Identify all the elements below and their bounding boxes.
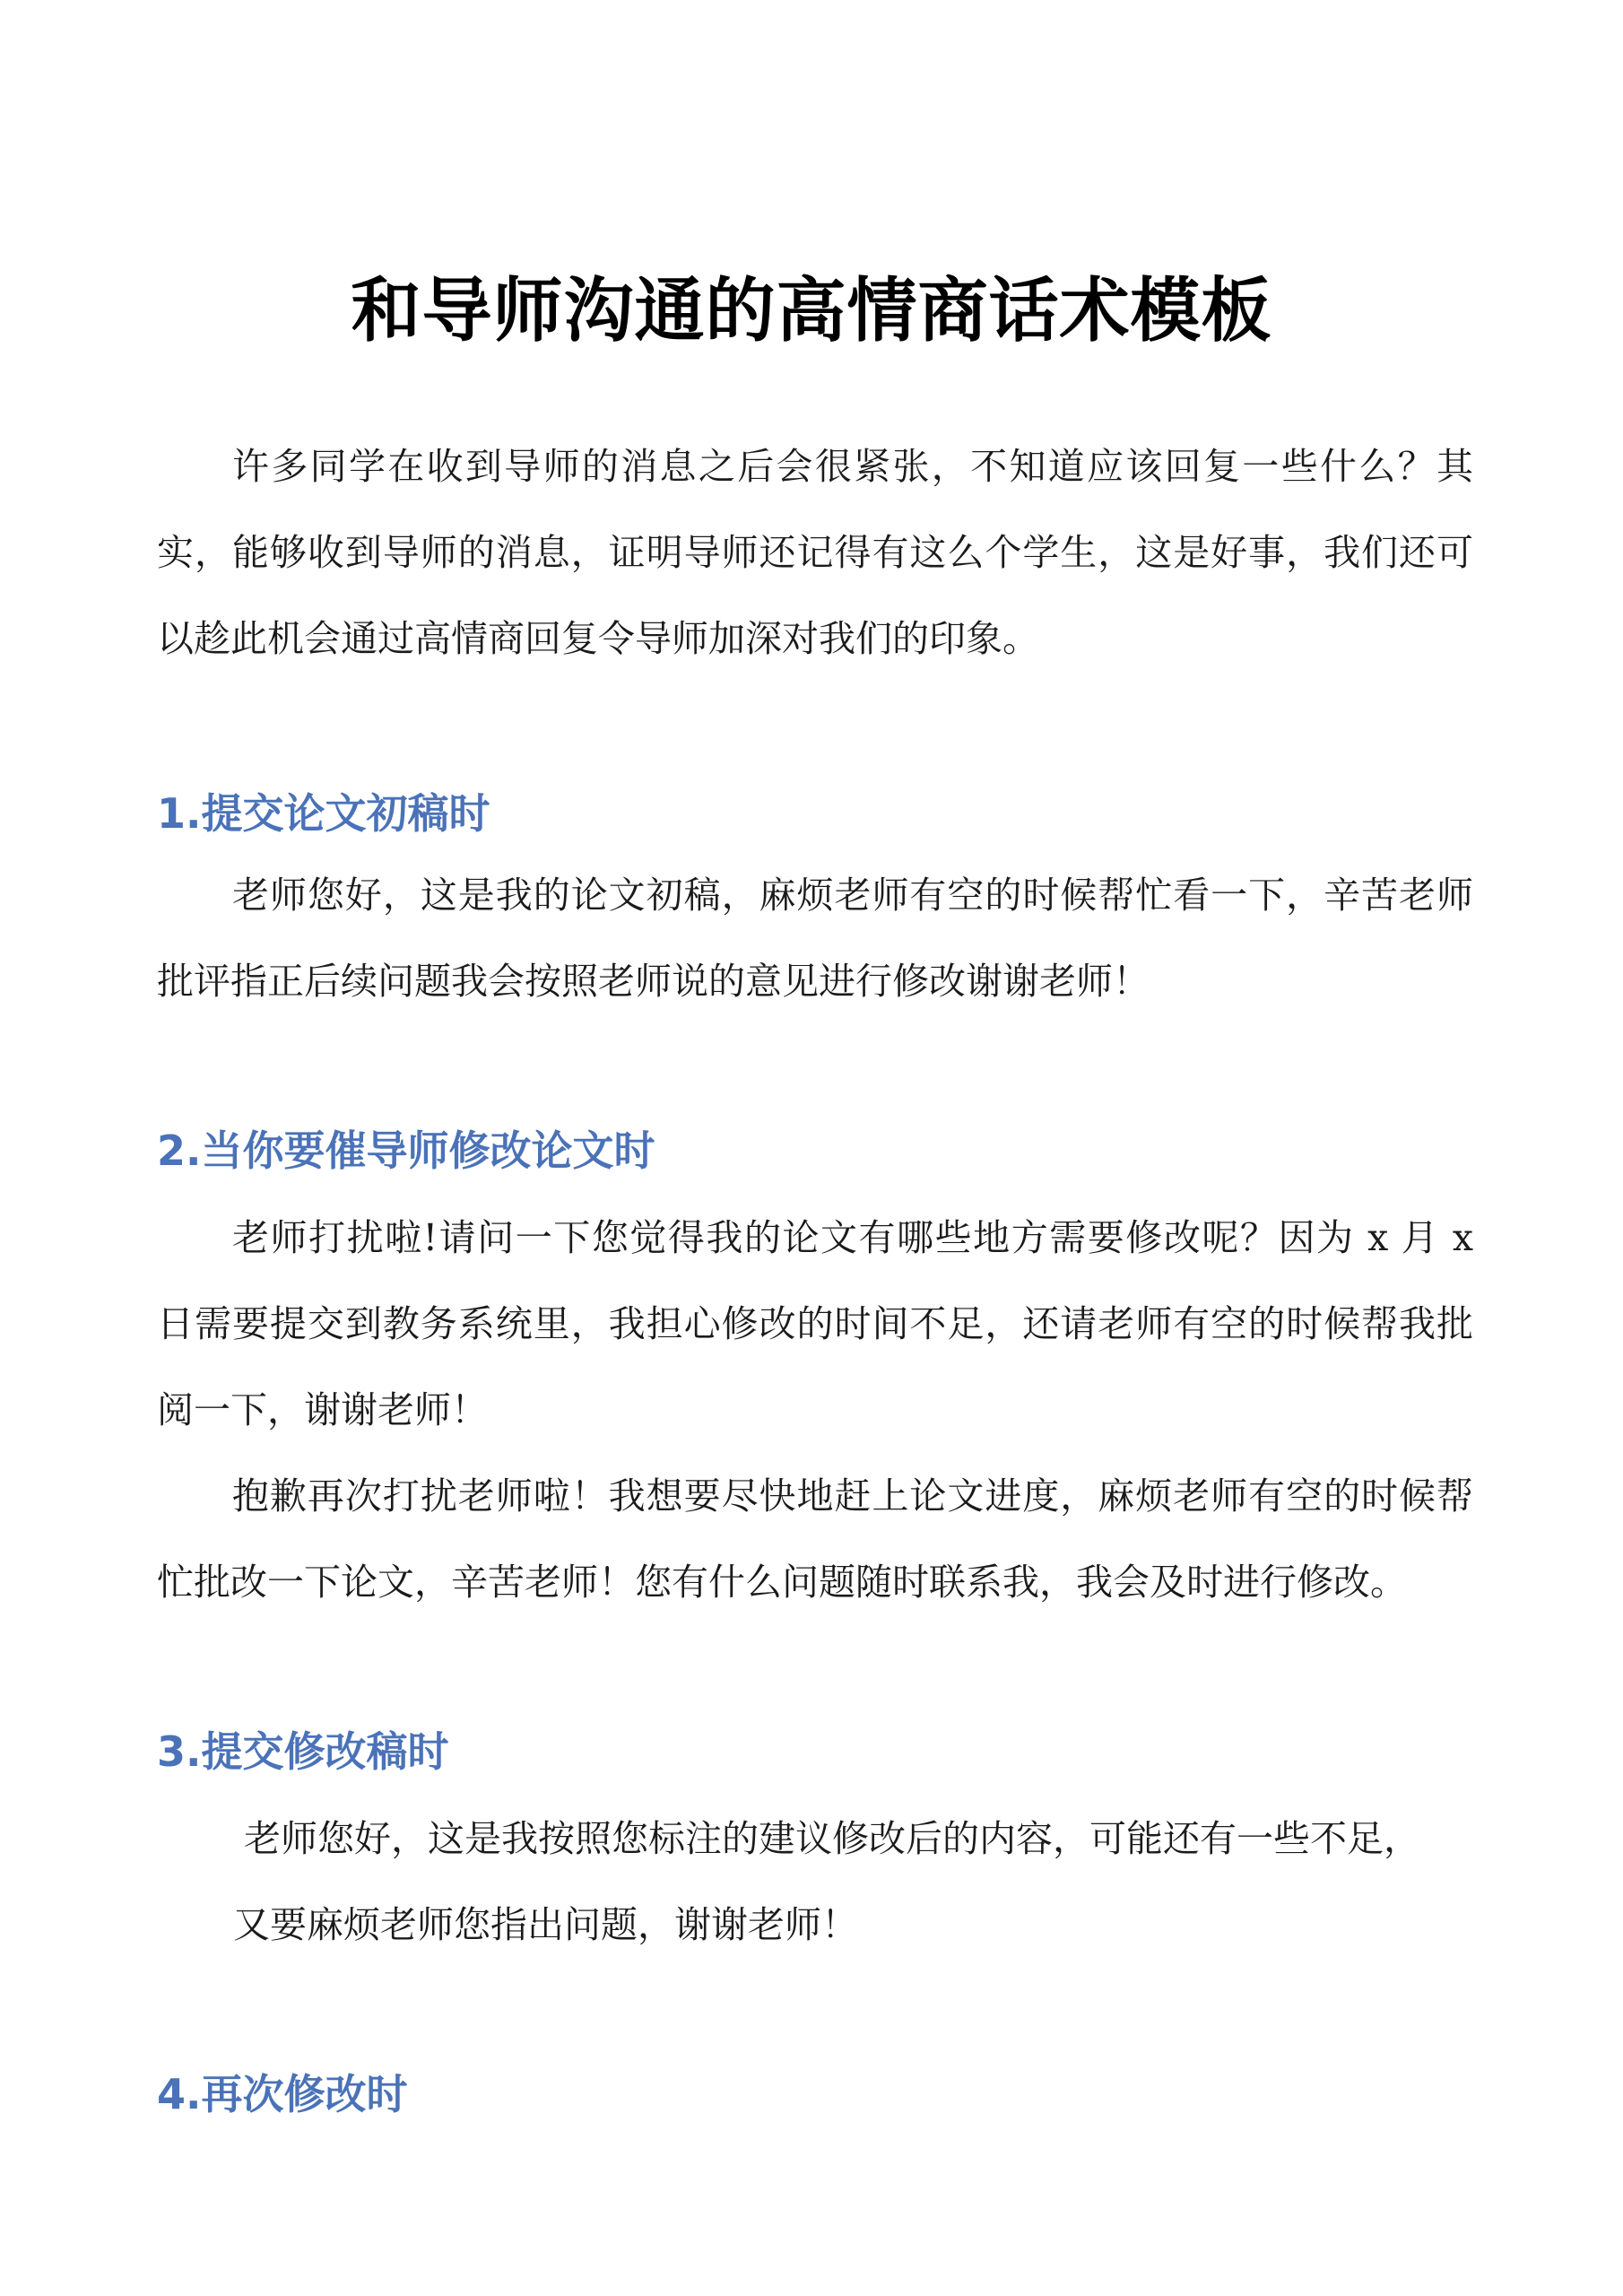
document-title: 和导师沟通的高情商话术模板	[351, 271, 1272, 352]
section-3-paragraph-1: 老师您好，这是我按照您标注的建议修改后的内容，可能还有一些不足，	[244, 1817, 1420, 1860]
section-number-4: 4.	[157, 2070, 202, 2118]
section-heading-3	[157, 1720, 448, 1783]
intro-paragraph: 许多同学在收到导师的消息之后会很紧张，不知道应该回复一些什么？其实，能够收到导师的消息，证明导师还记得有这么个学生，这是好事，我们还可以趁此机会通过高情商回复令导师加深对我们的印象。	[157, 445, 1473, 660]
section-3-paragraph-2: 又要麻烦老师您指出问题，谢谢老师！	[233, 1903, 858, 1946]
section-2-paragraph-2: 抱歉再次打扰老师啦！我想要尽快地赶上论文进度，麻烦老师有空的时候帮忙批改一下论文，辛苦老师！您有什么问题随时联系我，我会及时进行修改。	[157, 1474, 1473, 1604]
section-heading-1	[157, 782, 490, 845]
section-number-3: 3.	[157, 1727, 202, 1776]
section-number-2: 2.	[157, 1126, 202, 1175]
section-title-2: 当你要催导师修改论文时	[201, 1126, 655, 1175]
section-1-paragraph-1: 老师您好，这是我的论文初稿，麻烦老师有空的时候帮忙看一下，辛苦老师批评指正后续问题我会按照老师说的意见进行修改谢谢老师！	[157, 874, 1473, 1003]
section-title-1: 提交论文初稿时	[201, 789, 490, 838]
section-number-1: 1.	[157, 789, 202, 838]
section-title-4: 再次修改时	[201, 2070, 408, 2118]
section-title-3: 提交修改稿时	[201, 1727, 449, 1776]
section-2-paragraph-1: 老师打扰啦!请问一下您觉得我的论文有哪些地方需要修改呢？因为 x 月 x 日需要提交到教务系统里，我担心修改的时间不足，还请老师有空的时候帮我批阅一下，谢谢老师！	[157, 1216, 1473, 1431]
section-heading-4	[157, 2063, 407, 2126]
section-heading-2	[157, 1119, 655, 1182]
